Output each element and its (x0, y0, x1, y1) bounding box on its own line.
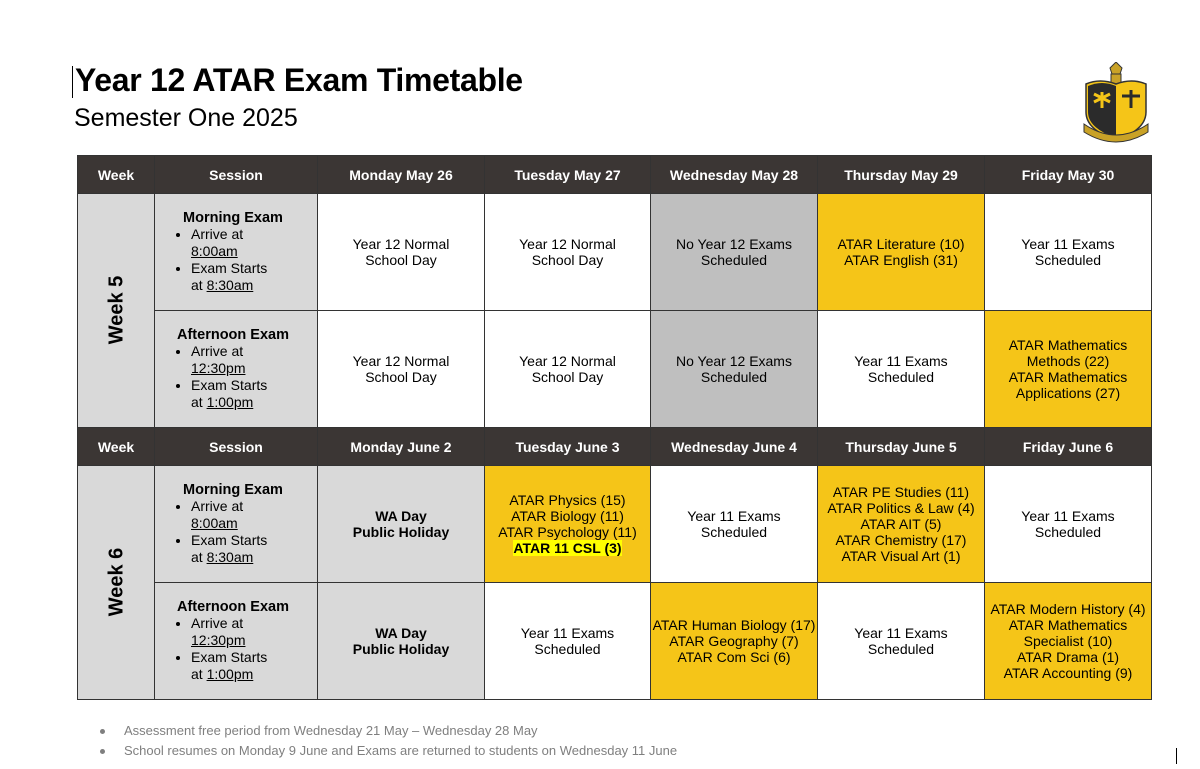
start-time: 1:00pm (206, 394, 254, 410)
arrive-time: 8:00am (191, 243, 238, 259)
exam-timetable (77, 155, 1152, 700)
exam-cell: Year 11 Exams Scheduled (818, 311, 985, 428)
arrive-label: Arrive at (191, 615, 244, 631)
col-header-thu: Thursday May 29 (818, 156, 985, 194)
week6-morning-row (78, 466, 1152, 583)
arrive-label: Arrive at (191, 498, 244, 514)
highlighted-exam: ATAR 11 CSL (3) (513, 540, 622, 556)
start-time: 8:30am (206, 277, 254, 293)
session-afternoon (155, 311, 318, 428)
col-header-mon: Monday June 2 (318, 428, 485, 466)
exam-cell: ATAR PE Studies (11) ATAR Politics & Law (4) ATAR AIT (5) ATAR Chemistry (17) ATAR Visual Art (1) (818, 466, 985, 583)
page-title: Year 12 ATAR Exam Timetable (75, 62, 523, 98)
col-header-fri: Friday May 30 (985, 156, 1152, 194)
header-row-week6 (78, 428, 1152, 466)
footnote: Assessment free period from Wednesday 21 May – Wednesday 28 May (100, 722, 677, 742)
school-crest-icon (1080, 62, 1152, 144)
col-header-session: Session (155, 156, 318, 194)
session-title: Afternoon Exam (177, 599, 289, 615)
exam-cell: Year 11 Exams Scheduled (651, 466, 818, 583)
col-header-week: Week (78, 156, 155, 194)
exam-cell: Year 12 Normal School Day (318, 311, 485, 428)
col-header-fri: Friday June 6 (985, 428, 1152, 466)
col-header-week: Week (78, 428, 155, 466)
starts-label: Exam Starts (191, 260, 268, 276)
arrive-time: 8:00am (191, 515, 238, 531)
exam-cell: ATAR Literature (10) ATAR English (31) (818, 194, 985, 311)
session-title: Afternoon Exam (177, 327, 289, 343)
arrive-label: Arrive at (191, 226, 244, 242)
starts-label: Exam Starts (191, 377, 268, 393)
session-afternoon (155, 583, 318, 700)
col-header-tue: Tuesday June 3 (485, 428, 651, 466)
exam-cell: Year 12 Normal School Day (485, 311, 651, 428)
col-header-tue: Tuesday May 27 (485, 156, 651, 194)
col-header-session: Session (155, 428, 318, 466)
arrive-time: 12:30pm (191, 360, 246, 376)
exam-cell: ATAR Modern History (4) ATAR Mathematics Specialist (10) ATAR Drama (1) ATAR Accounting (9) (985, 583, 1152, 700)
footnotes (100, 722, 677, 762)
session-morning (155, 194, 318, 311)
exam-cell: Year 12 Normal School Day (485, 194, 651, 311)
at-label: at (191, 666, 203, 682)
col-header-thu: Thursday June 5 (818, 428, 985, 466)
arrive-time: 12:30pm (191, 632, 246, 648)
col-header-wed: Wednesday May 28 (651, 156, 818, 194)
session-morning (155, 466, 318, 583)
header-row-week5 (78, 156, 1152, 194)
col-header-mon: Monday May 26 (318, 156, 485, 194)
col-header-wed: Wednesday June 4 (651, 428, 818, 466)
starts-label: Exam Starts (191, 649, 268, 665)
week5-morning-row (78, 194, 1152, 311)
arrive-label: Arrive at (191, 343, 244, 359)
session-title: Morning Exam (183, 210, 283, 226)
week6-afternoon-row (78, 583, 1152, 700)
session-title: Morning Exam (183, 482, 283, 498)
exam-cell: ATAR Human Biology (17) ATAR Geography (7) ATAR Com Sci (6) (651, 583, 818, 700)
text-cursor (1176, 748, 1177, 764)
at-label: at (191, 394, 203, 410)
exam-cell: No Year 12 Exams Scheduled (651, 194, 818, 311)
text-cursor (72, 66, 73, 98)
week6-cell (78, 466, 155, 700)
at-label: at (191, 277, 203, 293)
week-label: Week 5 (104, 275, 127, 345)
exam-cell: Year 12 Normal School Day (318, 194, 485, 311)
exam-cell: Year 11 Exams Scheduled (985, 194, 1152, 311)
exam-cell: ATAR Mathematics Methods (22) ATAR Mathematics Applications (27) (985, 311, 1152, 428)
start-time: 1:00pm (206, 666, 254, 682)
week-label: Week 6 (104, 547, 127, 617)
starts-label: Exam Starts (191, 532, 268, 548)
page-subtitle: Semester One 2025 (74, 104, 298, 132)
exam-cell: WA Day Public Holiday (318, 583, 485, 700)
exam-cell: Year 11 Exams Scheduled (818, 583, 985, 700)
exam-cell: Year 11 Exams Scheduled (485, 583, 651, 700)
footnote: School resumes on Monday 9 June and Exams are returned to students on Wednesday 11 June (100, 742, 677, 762)
exam-cell: ATAR Physics (15) ATAR Biology (11) ATAR Psychology (11) ATAR 11 CSL (3) (485, 466, 651, 583)
exam-cell: No Year 12 Exams Scheduled (651, 311, 818, 428)
at-label: at (191, 549, 203, 565)
start-time: 8:30am (206, 549, 254, 565)
exam-cell: WA Day Public Holiday (318, 466, 485, 583)
week5-cell (78, 194, 155, 428)
week5-afternoon-row (78, 311, 1152, 428)
exam-cell: Year 11 Exams Scheduled (985, 466, 1152, 583)
